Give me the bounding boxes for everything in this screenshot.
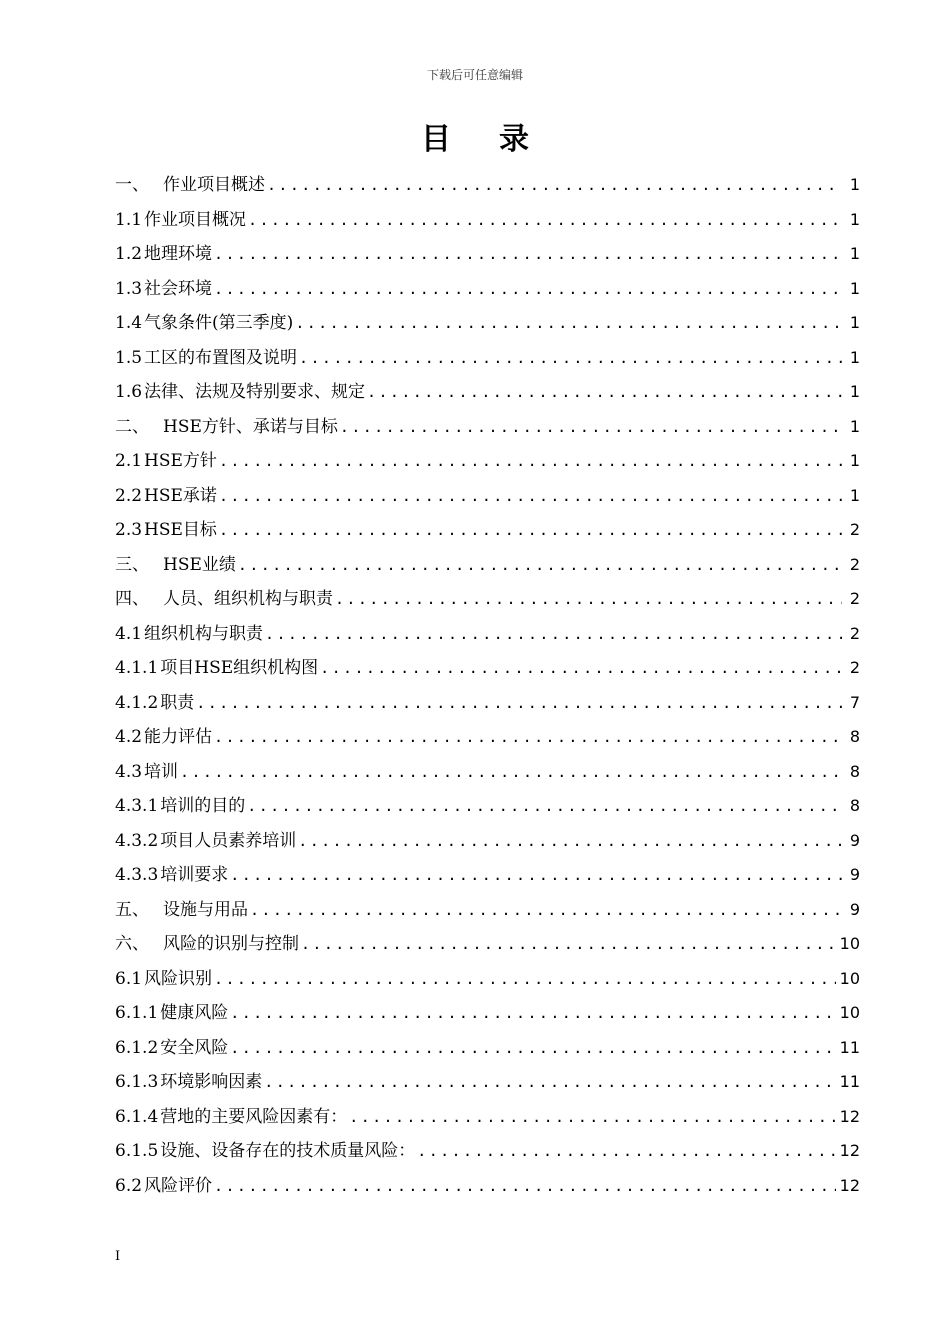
toc-entry-number: 三、: [115, 554, 149, 575]
toc-entry[interactable]: [115, 548, 860, 583]
toc-entry-number: 4.1.1: [115, 658, 159, 678]
toc-entry-page: 10: [839, 1003, 860, 1022]
toc-entry-label: 项目HSE组织机构图: [160, 658, 319, 678]
toc-entry-number: 4.1: [115, 623, 143, 644]
page-title: 目录: [421, 122, 577, 157]
toc-entry-number: 4.3.3: [115, 865, 159, 885]
toc-entry-label: 能力评估: [144, 727, 213, 747]
toc-dot-leader: [238, 548, 842, 583]
toc-entry-number: 2.2: [115, 485, 143, 506]
toc-entry-number: 6.1.3: [115, 1072, 159, 1092]
toc-dot-leader: [250, 893, 842, 928]
toc-entry-label: 安全风险: [160, 1037, 229, 1058]
toc-entry-label: 培训要求: [160, 865, 229, 885]
toc-entry-page: 2: [849, 589, 860, 608]
toc-entry-number: 2.3: [115, 520, 143, 540]
toc-entry-number: 6.1: [115, 968, 143, 989]
toc-entry-page: 1: [849, 244, 860, 263]
toc-entry-page: 12: [839, 1141, 860, 1160]
toc-entry-label: HSE方针: [144, 451, 217, 471]
toc-entry-number: 二、: [115, 416, 149, 437]
toc-entry[interactable]: [115, 375, 860, 410]
toc-entry-page: 12: [839, 1106, 860, 1126]
toc-entry[interactable]: [115, 1100, 860, 1135]
header-note: 下载后可任意编辑: [426, 68, 523, 82]
toc-entry-number: 1.3: [115, 278, 143, 299]
toc-entry-page: 2: [849, 658, 860, 677]
toc-entry-number: 6.1.2: [115, 1037, 159, 1058]
toc-entry[interactable]: [115, 410, 860, 445]
toc-entry[interactable]: [115, 237, 860, 272]
toc-entry-label: 人员、组织机构与职责: [163, 589, 333, 609]
toc-entry-label: HSE承诺: [144, 485, 217, 506]
toc-entry[interactable]: [115, 686, 860, 721]
toc-entry-number: 4.1.2: [115, 692, 159, 713]
toc-entry-page: 8: [849, 761, 860, 781]
toc-entry-number: 4.3.1: [115, 796, 159, 816]
toc-entry-page: 7: [849, 692, 860, 712]
toc-entry[interactable]: [115, 513, 860, 548]
toc-entry-number: 1.2: [115, 244, 143, 264]
toc-entry-label: HSE目标: [144, 520, 217, 540]
toc-entry-number: 4.2: [115, 727, 143, 747]
toc-entry[interactable]: [115, 858, 860, 893]
toc-entry-number: 4.3.2: [115, 830, 159, 851]
toc-entry-page: 9: [849, 865, 860, 884]
table-of-contents: [115, 168, 860, 1203]
toc-entry[interactable]: [115, 651, 860, 686]
toc-entry-number: 4.3: [115, 761, 143, 782]
toc-entry-number: 6.2: [115, 1175, 143, 1196]
toc-entry-label: 风险的识别与控制: [163, 934, 299, 954]
toc-dot-leader: [196, 686, 842, 721]
toc-entry[interactable]: [115, 893, 860, 928]
toc-entry-page: 1: [849, 209, 860, 229]
toc-entry-number: 1.6: [115, 382, 143, 402]
toc-entry-page: 2: [849, 520, 860, 539]
toc-entry-label: 职责: [160, 692, 195, 713]
toc-entry-page: 1: [849, 347, 860, 367]
toc-dot-leader: [335, 582, 842, 617]
toc-entry-label: 作业项目概况: [144, 209, 247, 230]
toc-entry-number: 一、: [115, 175, 149, 195]
toc-dot-leader: [219, 513, 842, 548]
toc-entry-page: 1: [849, 416, 860, 436]
toc-entry-page: 1: [849, 451, 860, 470]
toc-dot-leader: [219, 444, 842, 479]
toc-entry-label: 地理环境: [144, 244, 213, 264]
toc-entry-number: 六、: [115, 934, 149, 954]
toc-dot-leader: [267, 168, 842, 203]
toc-dot-leader: [265, 617, 842, 652]
toc-entry-label: 环境影响因素: [160, 1072, 263, 1092]
toc-entry-page: 1: [849, 278, 860, 298]
toc-entry-label: 培训: [144, 761, 179, 782]
toc-dot-leader: [299, 341, 842, 376]
toc-entry[interactable]: [115, 479, 860, 514]
toc-entry[interactable]: [115, 996, 860, 1031]
toc-entry-label: 作业项目概述: [163, 175, 265, 195]
toc-entry[interactable]: [115, 168, 860, 203]
toc-dot-leader: [248, 203, 842, 238]
toc-entry-label: HSE方针、承诺与目标: [163, 416, 338, 437]
toc-entry[interactable]: [115, 1134, 860, 1169]
toc-entry-label: 法律、法规及特别要求、规定: [144, 382, 366, 402]
toc-dot-leader: [264, 1065, 835, 1100]
toc-entry[interactable]: [115, 755, 860, 790]
toc-entry-label: 项目人员素养培训: [160, 830, 297, 851]
toc-entry-number: 1.4: [115, 313, 143, 333]
toc-entry-number: 6.1.4: [115, 1106, 159, 1127]
toc-dot-leader: [230, 1031, 835, 1066]
toc-entry-label: 风险评价: [144, 1175, 213, 1196]
toc-dot-leader: [349, 1100, 835, 1135]
footer-page-number: I: [115, 1249, 121, 1264]
toc-entry-label: 风险识别: [144, 968, 213, 989]
toc-entry-label: 气象条件(第三季度): [144, 313, 294, 333]
toc-entry[interactable]: [115, 927, 860, 962]
toc-entry[interactable]: [115, 1169, 860, 1204]
toc-entry-page: 10: [839, 968, 860, 988]
toc-entry-page: 2: [849, 623, 860, 643]
toc-entry[interactable]: [115, 789, 860, 824]
toc-entry-page: 8: [849, 727, 860, 746]
toc-entry-page: 2: [849, 554, 860, 574]
toc-entry-label: 设施与用品: [163, 899, 248, 920]
toc-entry-page: 12: [839, 1175, 860, 1195]
toc-entry-label: 工区的布置图及说明: [144, 347, 298, 368]
toc-entry-page: 11: [839, 1037, 860, 1057]
toc-entry-label: 社会环境: [144, 278, 213, 299]
toc-entry[interactable]: [115, 824, 860, 859]
toc-entry-number: 四、: [115, 589, 149, 609]
toc-dot-leader: [295, 306, 842, 341]
toc-dot-leader: [247, 789, 842, 824]
toc-entry-label: 组织机构与职责: [144, 623, 264, 644]
toc-entry-label: 设施、设备存在的技术质量风险：: [160, 1141, 416, 1161]
toc-entry-label: 营地的主要风险因素有：: [160, 1106, 348, 1127]
toc-entry-label: 培训的目的: [160, 796, 246, 816]
toc-entry-page: 1: [849, 175, 860, 194]
toc-entry[interactable]: [115, 203, 860, 238]
toc-dot-leader: [230, 996, 835, 1031]
toc-entry-number: 1.5: [115, 347, 143, 368]
toc-entry-page: 10: [839, 934, 860, 953]
toc-dot-leader: [340, 410, 842, 445]
toc-dot-leader: [417, 1134, 835, 1169]
toc-entry[interactable]: [115, 617, 860, 652]
toc-dot-leader: [301, 927, 836, 962]
toc-dot-leader: [180, 755, 842, 790]
toc-entry[interactable]: [115, 306, 860, 341]
toc-dot-leader: [320, 651, 842, 686]
toc-dot-leader: [298, 824, 842, 859]
toc-entry-page: 8: [849, 796, 860, 815]
toc-dot-leader: [230, 858, 842, 893]
toc-entry[interactable]: [115, 444, 860, 479]
toc-entry-number: 五、: [115, 899, 149, 920]
toc-entry[interactable]: [115, 962, 860, 997]
toc-entry-number: 6.1.5: [115, 1141, 159, 1161]
toc-entry-page: 11: [839, 1072, 860, 1091]
toc-entry-page: 1: [849, 382, 860, 401]
toc-entry-number: 2.1: [115, 451, 143, 471]
toc-entry[interactable]: [115, 582, 860, 617]
toc-entry-page: 1: [849, 485, 860, 505]
toc-entry[interactable]: [115, 720, 860, 755]
toc-entry-number: 1.1: [115, 209, 143, 230]
toc-entry-page: 9: [849, 830, 860, 850]
toc-entry[interactable]: [115, 341, 860, 376]
toc-entry-page: 1: [849, 313, 860, 332]
toc-dot-leader: [214, 720, 842, 755]
toc-dot-leader: [214, 962, 836, 997]
toc-entry-page: 9: [849, 899, 860, 919]
toc-entry-label: 健康风险: [160, 1003, 229, 1023]
toc-dot-leader: [219, 479, 842, 514]
toc-dot-leader: [214, 237, 842, 272]
toc-entry-number: 6.1.1: [115, 1003, 159, 1023]
toc-dot-leader: [367, 375, 842, 410]
toc-entry[interactable]: [115, 1065, 860, 1100]
toc-entry-label: HSE业绩: [163, 554, 236, 575]
toc-dot-leader: [214, 272, 842, 307]
toc-entry[interactable]: [115, 272, 860, 307]
toc-dot-leader: [214, 1169, 836, 1204]
toc-entry[interactable]: [115, 1031, 860, 1066]
